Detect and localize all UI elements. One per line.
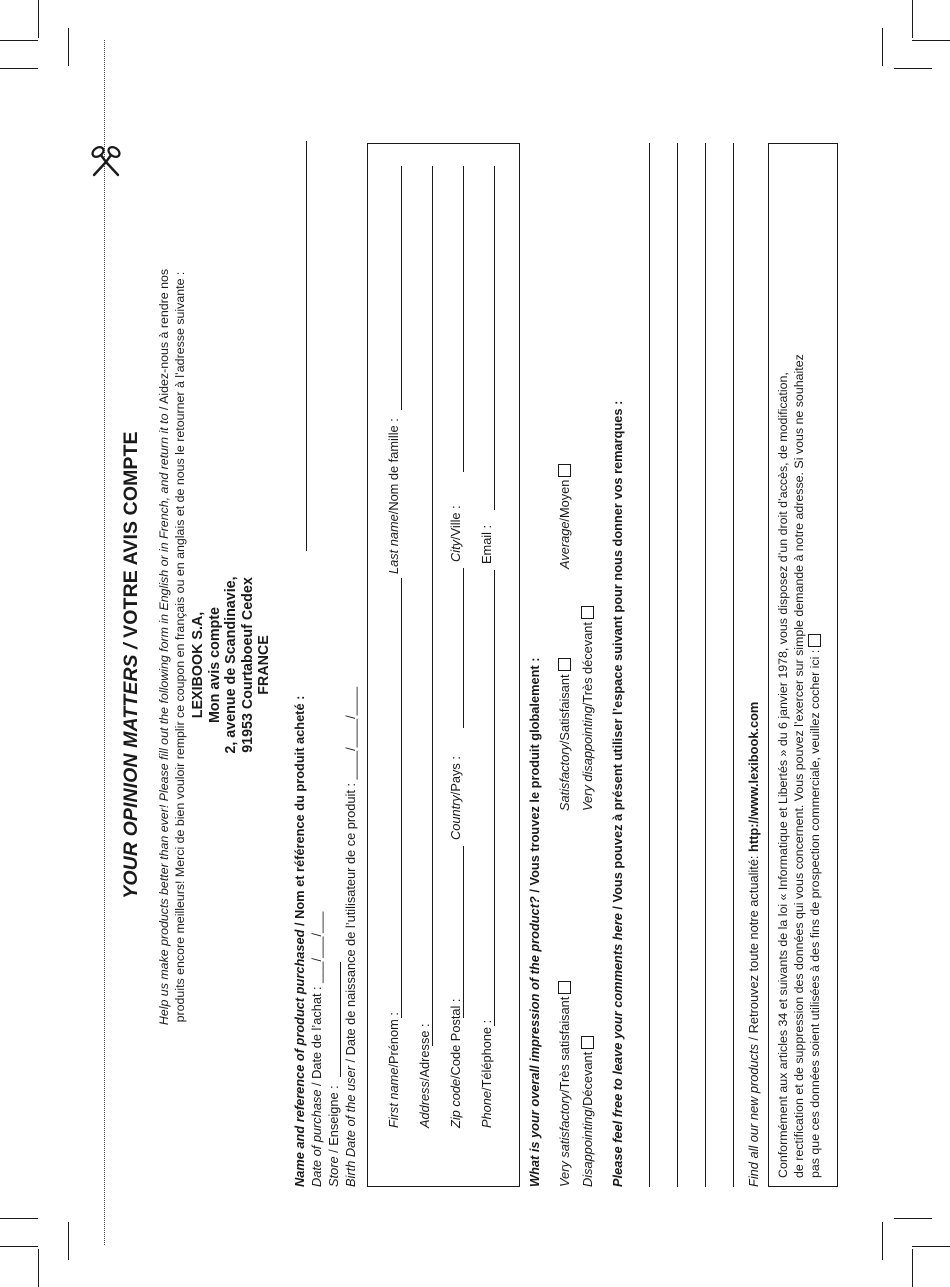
- satisfactory-checkbox[interactable]: [558, 658, 571, 671]
- very-satisfactory-checkbox[interactable]: [558, 981, 571, 994]
- crop-mark: [882, 1222, 883, 1260]
- email-field[interactable]: [494, 166, 495, 510]
- option-very-satisfactory: Very satisfactory/Très satisfaisant: [557, 981, 572, 1187]
- crop-mark: [0, 1218, 38, 1219]
- crop-mark: [894, 68, 932, 69]
- intro-text: Help us make products better than ever! Please fill out the following form in English or in French, and return it to / Aidez-nous à rendre nos produits encore meilleurs! Merci de bien vouloir remplir ce coupon en français ou en anglais et de nous le retourner à l’adresse suivante :: [157, 268, 187, 1026]
- purchase-date-field[interactable]: ___/___/___: [309, 911, 324, 987]
- address-label: Address/Adresse :: [417, 1023, 432, 1128]
- crop-mark: [894, 1218, 932, 1219]
- first-name-field[interactable]: [401, 578, 402, 1018]
- crop-mark: [0, 68, 38, 69]
- zip-field[interactable]: [463, 846, 464, 1018]
- city-field[interactable]: [463, 166, 464, 472]
- crop-mark: [912, 40, 950, 41]
- title-en: YOUR OPINION MATTERS: [120, 654, 142, 899]
- disappointing-checkbox[interactable]: [581, 1036, 594, 1049]
- crop-mark: [0, 1246, 38, 1247]
- purchase-date-line: Date of purchase / Date de l’achat : ___/___/___: [309, 911, 324, 1187]
- last-name-label: Last name/Nom de famille :: [386, 418, 401, 574]
- return-address: LEXIBOOK S.A, Mon avis compte 2, avenue de Scandinavie, 91953 Courtaboeuf Cedex FRANCE: [190, 576, 272, 754]
- first-name-label: First name/Prénom :: [386, 1012, 401, 1128]
- crop-mark: [882, 28, 883, 66]
- birth-date-field[interactable]: ____/____/____: [343, 686, 358, 783]
- very-disappointing-checkbox[interactable]: [581, 606, 594, 619]
- crop-mark: [38, 1249, 39, 1287]
- zip-label: Zip code/Code Postal :: [448, 998, 463, 1128]
- email-label: Email :: [479, 524, 494, 564]
- comment-line[interactable]: [705, 143, 706, 1187]
- page-title: YOUR OPINION MATTERS / VOTRE AVIS COMPTE: [120, 431, 142, 899]
- opt-out-checkbox[interactable]: [808, 634, 821, 647]
- product-name-field[interactable]: [306, 141, 307, 551]
- birth-date-line: Birth Date of the user / Date de naissance de l’utilisateur de ce produit : ____/____/____: [343, 686, 358, 1187]
- phone-field[interactable]: [494, 570, 495, 1026]
- scissors-icon: [89, 143, 123, 177]
- title-fr: VOTRE AVIS COMPTE: [120, 431, 142, 638]
- comments-prompt: Please feel free to leave your comments here / Vous pouvez à présent utiliser l’espace suivant pour nous donner vos remarques :: [610, 400, 625, 1187]
- country-label: Country/Pays :: [448, 756, 463, 840]
- product-name-line: Name and reference of product purchased / Nom et référence du produit acheté :: [291, 187, 308, 1187]
- crop-mark: [0, 40, 38, 41]
- address-field[interactable]: [432, 166, 433, 1046]
- option-disappointing: Disappointing/Décevant: [580, 1036, 595, 1187]
- option-average: Average/Moyen: [557, 464, 572, 569]
- product-section: [291, 187, 359, 1187]
- country-field[interactable]: [463, 568, 464, 728]
- comment-line[interactable]: [649, 143, 650, 1187]
- website-line: Find all our new products / Retrouvez toute notre actualité: http://www.lexibook.com: [746, 701, 761, 1187]
- crop-mark: [912, 1249, 913, 1287]
- comment-line[interactable]: [733, 143, 734, 1187]
- city-label: City/Ville :: [448, 505, 463, 562]
- opinion-form: [120, 95, 838, 1235]
- impression-question: What is your overall impression of the product? / Vous trouvez le produit globalement :: [527, 657, 542, 1187]
- average-checkbox[interactable]: [558, 464, 571, 477]
- last-name-field[interactable]: [401, 166, 402, 410]
- crop-mark: [912, 0, 913, 38]
- store-field[interactable]: [340, 962, 341, 1077]
- legal-notice: Conformément aux articles 34 et suivants de la loi « Informatique et Libertés » du 6 janvier 1978, vous disposez d’un droit d’accès, de modification, de rectification et de suppression des données qui vous concernent. Vous pouvez l’exercer sur simple demande à notre adresse. Si vous ne souhaitez pas que ces données soient utilisées à des fins de prospection commerciale, veuillez cocher ici :: [768, 143, 838, 1187]
- phone-label: Phone/Téléphone :: [479, 1019, 494, 1128]
- crop-mark: [38, 0, 39, 38]
- website-link[interactable]: http://www.lexibook.com: [746, 701, 761, 852]
- option-satisfactory: Satisfactory/Satisfaisant: [557, 658, 572, 811]
- crop-mark: [912, 1246, 950, 1247]
- crop-mark: [68, 1222, 69, 1260]
- store-line: Store / Enseigne :: [325, 187, 342, 1187]
- crop-mark: [68, 28, 69, 66]
- comment-line[interactable]: [677, 143, 678, 1187]
- contact-box: [367, 143, 520, 1187]
- option-very-disappointing: Very disappointing/Très décevant: [580, 606, 595, 811]
